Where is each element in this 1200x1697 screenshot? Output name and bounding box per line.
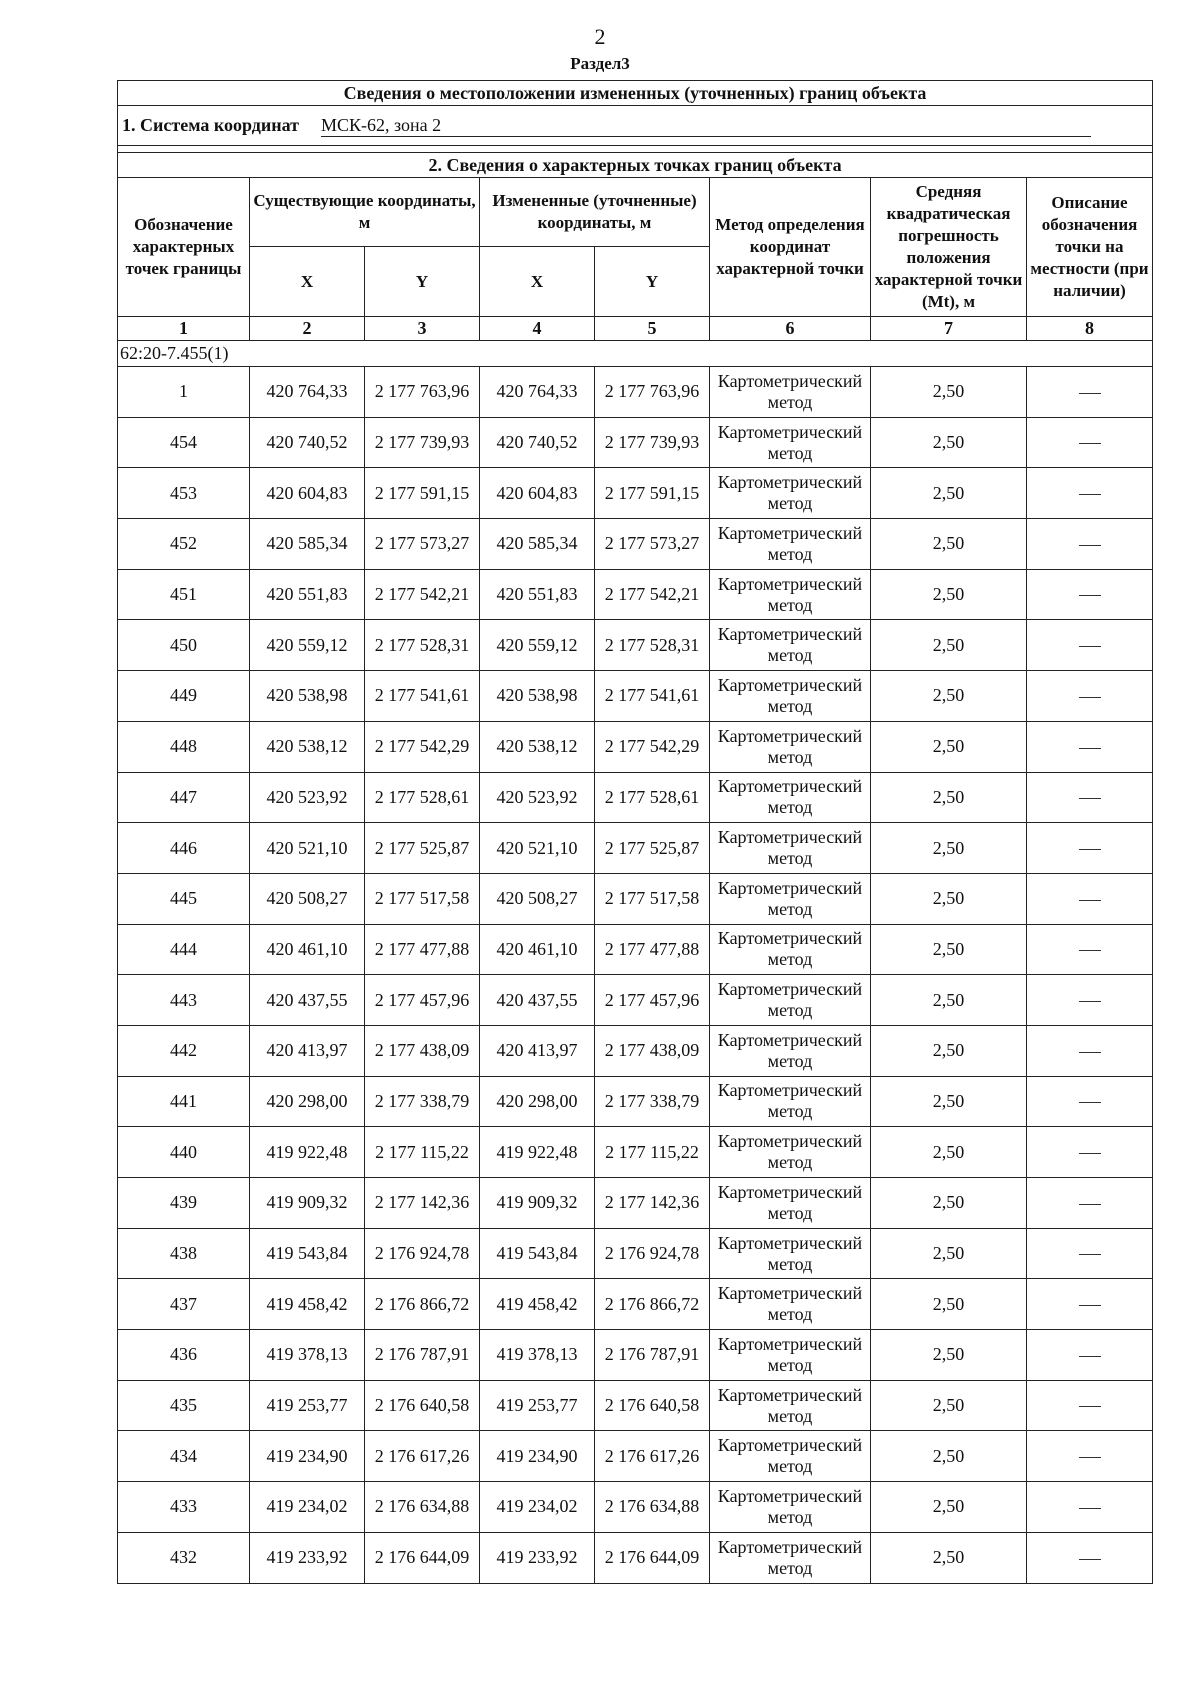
description-cell xyxy=(1027,873,1153,924)
dash-mark xyxy=(1079,1254,1101,1255)
x-changed-cell: 419 543,84 xyxy=(480,1228,595,1279)
x-existing-cell: 420 523,92 xyxy=(250,772,365,823)
method-cell: Картометрический метод xyxy=(710,873,871,924)
column-number: 8 xyxy=(1027,317,1153,341)
y-existing-cell: 2 176 866,72 xyxy=(365,1279,480,1330)
x-existing-cell: 419 543,84 xyxy=(250,1228,365,1279)
mean-error-cell: 2,50 xyxy=(871,1380,1027,1431)
table-row xyxy=(118,1025,1153,1076)
table-row xyxy=(118,468,1153,519)
x-changed-cell: 419 909,32 xyxy=(480,1178,595,1229)
x-changed-cell: 420 604,83 xyxy=(480,468,595,519)
point-cell: 435 xyxy=(118,1380,250,1431)
description-cell xyxy=(1027,1228,1153,1279)
y-existing-cell: 2 177 528,61 xyxy=(365,772,480,823)
x-changed-cell: 420 437,55 xyxy=(480,975,595,1026)
x-changed-cell: 420 764,33 xyxy=(480,367,595,418)
x-changed-cell: 420 298,00 xyxy=(480,1076,595,1127)
header-point-designation: Обозначение характерных точек границы xyxy=(118,178,250,317)
dash-mark xyxy=(1079,1559,1101,1560)
header-x-changed: X xyxy=(480,247,595,317)
description-cell xyxy=(1027,924,1153,975)
point-cell: 441 xyxy=(118,1076,250,1127)
x-changed-cell: 419 234,90 xyxy=(480,1431,595,1482)
y-existing-cell: 2 177 438,09 xyxy=(365,1025,480,1076)
x-existing-cell: 419 922,48 xyxy=(250,1127,365,1178)
method-cell: Картометрический метод xyxy=(710,1025,871,1076)
y-existing-cell: 2 177 542,21 xyxy=(365,569,480,620)
point-cell: 443 xyxy=(118,975,250,1026)
description-cell xyxy=(1027,417,1153,468)
x-existing-cell: 420 508,27 xyxy=(250,873,365,924)
method-cell: Картометрический метод xyxy=(710,975,871,1026)
y-existing-cell: 2 177 591,15 xyxy=(365,468,480,519)
mean-error-cell: 2,50 xyxy=(871,975,1027,1026)
x-changed-cell: 420 585,34 xyxy=(480,519,595,570)
method-cell: Картометрический метод xyxy=(710,620,871,671)
point-cell: 438 xyxy=(118,1228,250,1279)
point-cell: 433 xyxy=(118,1482,250,1533)
point-cell: 446 xyxy=(118,823,250,874)
description-cell xyxy=(1027,1178,1153,1229)
method-cell: Картометрический метод xyxy=(710,671,871,722)
header-y-existing: Y xyxy=(365,247,480,317)
description-cell xyxy=(1027,671,1153,722)
table-row xyxy=(118,519,1153,570)
point-cell: 439 xyxy=(118,1178,250,1229)
y-existing-cell: 2 177 525,87 xyxy=(365,823,480,874)
dash-mark xyxy=(1079,393,1101,394)
y-existing-cell: 2 177 115,22 xyxy=(365,1127,480,1178)
x-existing-cell: 420 461,10 xyxy=(250,924,365,975)
dash-mark xyxy=(1079,646,1101,647)
method-cell: Картометрический метод xyxy=(710,367,871,418)
column-numbers-row xyxy=(118,317,1153,341)
table-row xyxy=(118,620,1153,671)
table-row xyxy=(118,772,1153,823)
y-existing-cell: 2 177 477,88 xyxy=(365,924,480,975)
x-existing-cell: 420 559,12 xyxy=(250,620,365,671)
y-changed-cell: 2 177 573,27 xyxy=(595,519,710,570)
dash-mark xyxy=(1079,1406,1101,1407)
dash-mark xyxy=(1079,1305,1101,1306)
table-row xyxy=(118,924,1153,975)
description-cell xyxy=(1027,1431,1153,1482)
description-cell xyxy=(1027,975,1153,1026)
description-cell xyxy=(1027,519,1153,570)
table-row xyxy=(118,1330,1153,1381)
table-row xyxy=(118,1532,1153,1583)
table-row xyxy=(118,671,1153,722)
x-changed-cell: 420 559,12 xyxy=(480,620,595,671)
mean-error-cell: 2,50 xyxy=(871,1431,1027,1482)
y-existing-cell: 2 176 644,09 xyxy=(365,1532,480,1583)
y-changed-cell: 2 177 528,31 xyxy=(595,620,710,671)
table-row xyxy=(118,1127,1153,1178)
x-changed-cell: 420 538,12 xyxy=(480,721,595,772)
mean-error-cell: 2,50 xyxy=(871,620,1027,671)
header-description: Описание обозначения точки на местности (при наличии) xyxy=(1027,178,1153,317)
y-changed-cell: 2 177 457,96 xyxy=(595,975,710,1026)
y-existing-cell: 2 177 739,93 xyxy=(365,417,480,468)
y-changed-cell: 2 177 591,15 xyxy=(595,468,710,519)
mean-error-cell: 2,50 xyxy=(871,772,1027,823)
header-changed-coords: Измененные (уточненные) координаты, м xyxy=(480,178,710,247)
x-existing-cell: 420 585,34 xyxy=(250,519,365,570)
table-row xyxy=(118,1380,1153,1431)
x-existing-cell: 420 538,98 xyxy=(250,671,365,722)
column-number: 4 xyxy=(480,317,595,341)
y-existing-cell: 2 176 640,58 xyxy=(365,1380,480,1431)
boundary-points-table xyxy=(117,80,1153,1584)
x-existing-cell: 419 234,90 xyxy=(250,1431,365,1482)
method-cell: Картометрический метод xyxy=(710,823,871,874)
mean-error-cell: 2,50 xyxy=(871,721,1027,772)
y-changed-cell: 2 176 617,26 xyxy=(595,1431,710,1482)
point-cell: 452 xyxy=(118,519,250,570)
y-changed-cell: 2 176 924,78 xyxy=(595,1228,710,1279)
y-changed-cell: 2 177 517,58 xyxy=(595,873,710,924)
point-cell: 432 xyxy=(118,1532,250,1583)
x-changed-cell: 420 461,10 xyxy=(480,924,595,975)
dash-mark xyxy=(1079,1153,1101,1154)
mean-error-cell: 2,50 xyxy=(871,519,1027,570)
table-row xyxy=(118,1482,1153,1533)
table-subtitle: 2. Сведения о характерных точках границ объекта xyxy=(118,153,1153,178)
y-changed-cell: 2 176 787,91 xyxy=(595,1330,710,1381)
method-cell: Картометрический метод xyxy=(710,924,871,975)
dash-mark xyxy=(1079,748,1101,749)
table-row xyxy=(118,1178,1153,1229)
point-cell: 434 xyxy=(118,1431,250,1482)
y-changed-cell: 2 177 542,21 xyxy=(595,569,710,620)
mean-error-cell: 2,50 xyxy=(871,1025,1027,1076)
section-title: Раздел3 xyxy=(570,54,630,73)
x-existing-cell: 420 298,00 xyxy=(250,1076,365,1127)
y-existing-cell: 2 177 763,96 xyxy=(365,367,480,418)
y-existing-cell: 2 176 787,91 xyxy=(365,1330,480,1381)
method-cell: Картометрический метод xyxy=(710,1127,871,1178)
point-cell: 448 xyxy=(118,721,250,772)
description-cell xyxy=(1027,620,1153,671)
x-changed-cell: 420 508,27 xyxy=(480,873,595,924)
y-changed-cell: 2 177 438,09 xyxy=(595,1025,710,1076)
page-number: 2 xyxy=(594,24,606,49)
method-cell: Картометрический метод xyxy=(710,1330,871,1381)
description-cell xyxy=(1027,1279,1153,1330)
dash-mark xyxy=(1079,950,1101,951)
header-y-changed: Y xyxy=(595,247,710,317)
method-cell: Картометрический метод xyxy=(710,1228,871,1279)
mean-error-cell: 2,50 xyxy=(871,1532,1027,1583)
y-changed-cell: 2 177 542,29 xyxy=(595,721,710,772)
method-cell: Картометрический метод xyxy=(710,569,871,620)
header-x-existing: X xyxy=(250,247,365,317)
description-cell xyxy=(1027,721,1153,772)
mean-error-cell: 2,50 xyxy=(871,1330,1027,1381)
column-number: 3 xyxy=(365,317,480,341)
column-number: 6 xyxy=(710,317,871,341)
dash-mark xyxy=(1079,1204,1101,1205)
table-row xyxy=(118,1431,1153,1482)
mean-error-cell: 2,50 xyxy=(871,417,1027,468)
dash-mark xyxy=(1079,1508,1101,1509)
x-existing-cell: 420 538,12 xyxy=(250,721,365,772)
y-existing-cell: 2 177 541,61 xyxy=(365,671,480,722)
table-row xyxy=(118,367,1153,418)
y-existing-cell: 2 176 924,78 xyxy=(365,1228,480,1279)
method-cell: Картометрический метод xyxy=(710,721,871,772)
method-cell: Картометрический метод xyxy=(710,772,871,823)
table-row xyxy=(118,417,1153,468)
x-existing-cell: 419 234,02 xyxy=(250,1482,365,1533)
method-cell: Картометрический метод xyxy=(710,1279,871,1330)
column-number: 2 xyxy=(250,317,365,341)
description-cell xyxy=(1027,1532,1153,1583)
method-cell: Картометрический метод xyxy=(710,1178,871,1229)
x-changed-cell: 419 378,13 xyxy=(480,1330,595,1381)
x-existing-cell: 420 764,33 xyxy=(250,367,365,418)
y-changed-cell: 2 176 640,58 xyxy=(595,1380,710,1431)
mean-error-cell: 2,50 xyxy=(871,671,1027,722)
description-cell xyxy=(1027,1330,1153,1381)
table-row xyxy=(118,873,1153,924)
method-cell: Картометрический метод xyxy=(710,1431,871,1482)
x-existing-cell: 420 604,83 xyxy=(250,468,365,519)
method-cell: Картометрический метод xyxy=(710,1532,871,1583)
dash-mark xyxy=(1079,443,1101,444)
parcel-id: 62:20-7.455(1) xyxy=(118,341,1153,367)
description-cell xyxy=(1027,367,1153,418)
table-row xyxy=(118,1076,1153,1127)
dash-mark xyxy=(1079,697,1101,698)
y-changed-cell: 2 177 142,36 xyxy=(595,1178,710,1229)
y-changed-cell: 2 176 634,88 xyxy=(595,1482,710,1533)
description-cell xyxy=(1027,468,1153,519)
coord-system-label: 1. Система координат xyxy=(122,115,299,135)
dash-mark xyxy=(1079,798,1101,799)
y-changed-cell: 2 177 739,93 xyxy=(595,417,710,468)
x-changed-cell: 419 234,02 xyxy=(480,1482,595,1533)
header-method: Метод определения координат характерной точки xyxy=(710,178,871,317)
x-existing-cell: 419 233,92 xyxy=(250,1532,365,1583)
table-row xyxy=(118,823,1153,874)
x-existing-cell: 420 521,10 xyxy=(250,823,365,874)
description-cell xyxy=(1027,1025,1153,1076)
mean-error-cell: 2,50 xyxy=(871,468,1027,519)
table-title: Сведения о местоположении измененных (уточненных) границ объекта xyxy=(118,81,1153,106)
y-changed-cell: 2 177 541,61 xyxy=(595,671,710,722)
method-cell: Картометрический метод xyxy=(710,1076,871,1127)
y-existing-cell: 2 177 542,29 xyxy=(365,721,480,772)
point-cell: 454 xyxy=(118,417,250,468)
y-changed-cell: 2 177 115,22 xyxy=(595,1127,710,1178)
x-changed-cell: 420 538,98 xyxy=(480,671,595,722)
point-cell: 444 xyxy=(118,924,250,975)
dash-mark xyxy=(1079,1457,1101,1458)
x-existing-cell: 420 740,52 xyxy=(250,417,365,468)
y-existing-cell: 2 177 457,96 xyxy=(365,975,480,1026)
column-number: 7 xyxy=(871,317,1027,341)
mean-error-cell: 2,50 xyxy=(871,873,1027,924)
mean-error-cell: 2,50 xyxy=(871,1178,1027,1229)
description-cell xyxy=(1027,1076,1153,1127)
x-changed-cell: 420 740,52 xyxy=(480,417,595,468)
method-cell: Картометрический метод xyxy=(710,1482,871,1533)
header-mean-error: Средняя квадратическая погрешность положения характерной точки (Mt), м xyxy=(871,178,1027,317)
point-cell: 1 xyxy=(118,367,250,418)
coord-system-row xyxy=(118,106,1153,146)
table-row xyxy=(118,1228,1153,1279)
point-cell: 440 xyxy=(118,1127,250,1178)
header-existing-coords: Существующие координаты, м xyxy=(250,178,480,247)
x-existing-cell: 419 909,32 xyxy=(250,1178,365,1229)
x-existing-cell: 419 378,13 xyxy=(250,1330,365,1381)
x-existing-cell: 420 551,83 xyxy=(250,569,365,620)
mean-error-cell: 2,50 xyxy=(871,569,1027,620)
x-changed-cell: 419 233,92 xyxy=(480,1532,595,1583)
y-existing-cell: 2 177 142,36 xyxy=(365,1178,480,1229)
x-changed-cell: 420 521,10 xyxy=(480,823,595,874)
y-changed-cell: 2 177 528,61 xyxy=(595,772,710,823)
dash-mark xyxy=(1079,1001,1101,1002)
description-cell xyxy=(1027,569,1153,620)
spacer-row xyxy=(118,146,1153,153)
x-changed-cell: 419 458,42 xyxy=(480,1279,595,1330)
mean-error-cell: 2,50 xyxy=(871,1228,1027,1279)
y-existing-cell: 2 177 517,58 xyxy=(365,873,480,924)
dash-mark xyxy=(1079,545,1101,546)
dash-mark xyxy=(1079,900,1101,901)
mean-error-cell: 2,50 xyxy=(871,367,1027,418)
column-number: 5 xyxy=(595,317,710,341)
description-cell xyxy=(1027,1127,1153,1178)
y-existing-cell: 2 177 528,31 xyxy=(365,620,480,671)
x-existing-cell: 420 413,97 xyxy=(250,1025,365,1076)
x-existing-cell: 420 437,55 xyxy=(250,975,365,1026)
y-changed-cell: 2 177 525,87 xyxy=(595,823,710,874)
x-changed-cell: 420 551,83 xyxy=(480,569,595,620)
x-changed-cell: 420 413,97 xyxy=(480,1025,595,1076)
x-existing-cell: 419 458,42 xyxy=(250,1279,365,1330)
dash-mark xyxy=(1079,1102,1101,1103)
dash-mark xyxy=(1079,1052,1101,1053)
method-cell: Картометрический метод xyxy=(710,417,871,468)
mean-error-cell: 2,50 xyxy=(871,1482,1027,1533)
method-cell: Картометрический метод xyxy=(710,468,871,519)
description-cell xyxy=(1027,772,1153,823)
y-changed-cell: 2 177 477,88 xyxy=(595,924,710,975)
y-existing-cell: 2 176 617,26 xyxy=(365,1431,480,1482)
point-cell: 445 xyxy=(118,873,250,924)
point-cell: 437 xyxy=(118,1279,250,1330)
method-cell: Картометрический метод xyxy=(710,519,871,570)
dash-mark xyxy=(1079,1356,1101,1357)
column-number: 1 xyxy=(118,317,250,341)
mean-error-cell: 2,50 xyxy=(871,1279,1027,1330)
mean-error-cell: 2,50 xyxy=(871,1076,1027,1127)
coord-system-value: МСК-62, зона 2 xyxy=(321,114,1091,137)
y-changed-cell: 2 176 644,09 xyxy=(595,1532,710,1583)
table-row xyxy=(118,1279,1153,1330)
table-row xyxy=(118,569,1153,620)
point-cell: 447 xyxy=(118,772,250,823)
point-cell: 442 xyxy=(118,1025,250,1076)
mean-error-cell: 2,50 xyxy=(871,823,1027,874)
point-cell: 451 xyxy=(118,569,250,620)
y-changed-cell: 2 176 866,72 xyxy=(595,1279,710,1330)
y-existing-cell: 2 177 573,27 xyxy=(365,519,480,570)
method-cell: Картометрический метод xyxy=(710,1380,871,1431)
point-cell: 450 xyxy=(118,620,250,671)
dash-mark xyxy=(1079,849,1101,850)
x-changed-cell: 419 922,48 xyxy=(480,1127,595,1178)
x-changed-cell: 419 253,77 xyxy=(480,1380,595,1431)
table-row xyxy=(118,721,1153,772)
description-cell xyxy=(1027,1482,1153,1533)
y-existing-cell: 2 176 634,88 xyxy=(365,1482,480,1533)
y-existing-cell: 2 177 338,79 xyxy=(365,1076,480,1127)
y-changed-cell: 2 177 763,96 xyxy=(595,367,710,418)
x-changed-cell: 420 523,92 xyxy=(480,772,595,823)
point-cell: 453 xyxy=(118,468,250,519)
description-cell xyxy=(1027,823,1153,874)
point-cell: 436 xyxy=(118,1330,250,1381)
y-changed-cell: 2 177 338,79 xyxy=(595,1076,710,1127)
description-cell xyxy=(1027,1380,1153,1431)
mean-error-cell: 2,50 xyxy=(871,924,1027,975)
dash-mark xyxy=(1079,494,1101,495)
point-cell: 449 xyxy=(118,671,250,722)
dash-mark xyxy=(1079,595,1101,596)
table-row xyxy=(118,975,1153,1026)
mean-error-cell: 2,50 xyxy=(871,1127,1027,1178)
x-existing-cell: 419 253,77 xyxy=(250,1380,365,1431)
